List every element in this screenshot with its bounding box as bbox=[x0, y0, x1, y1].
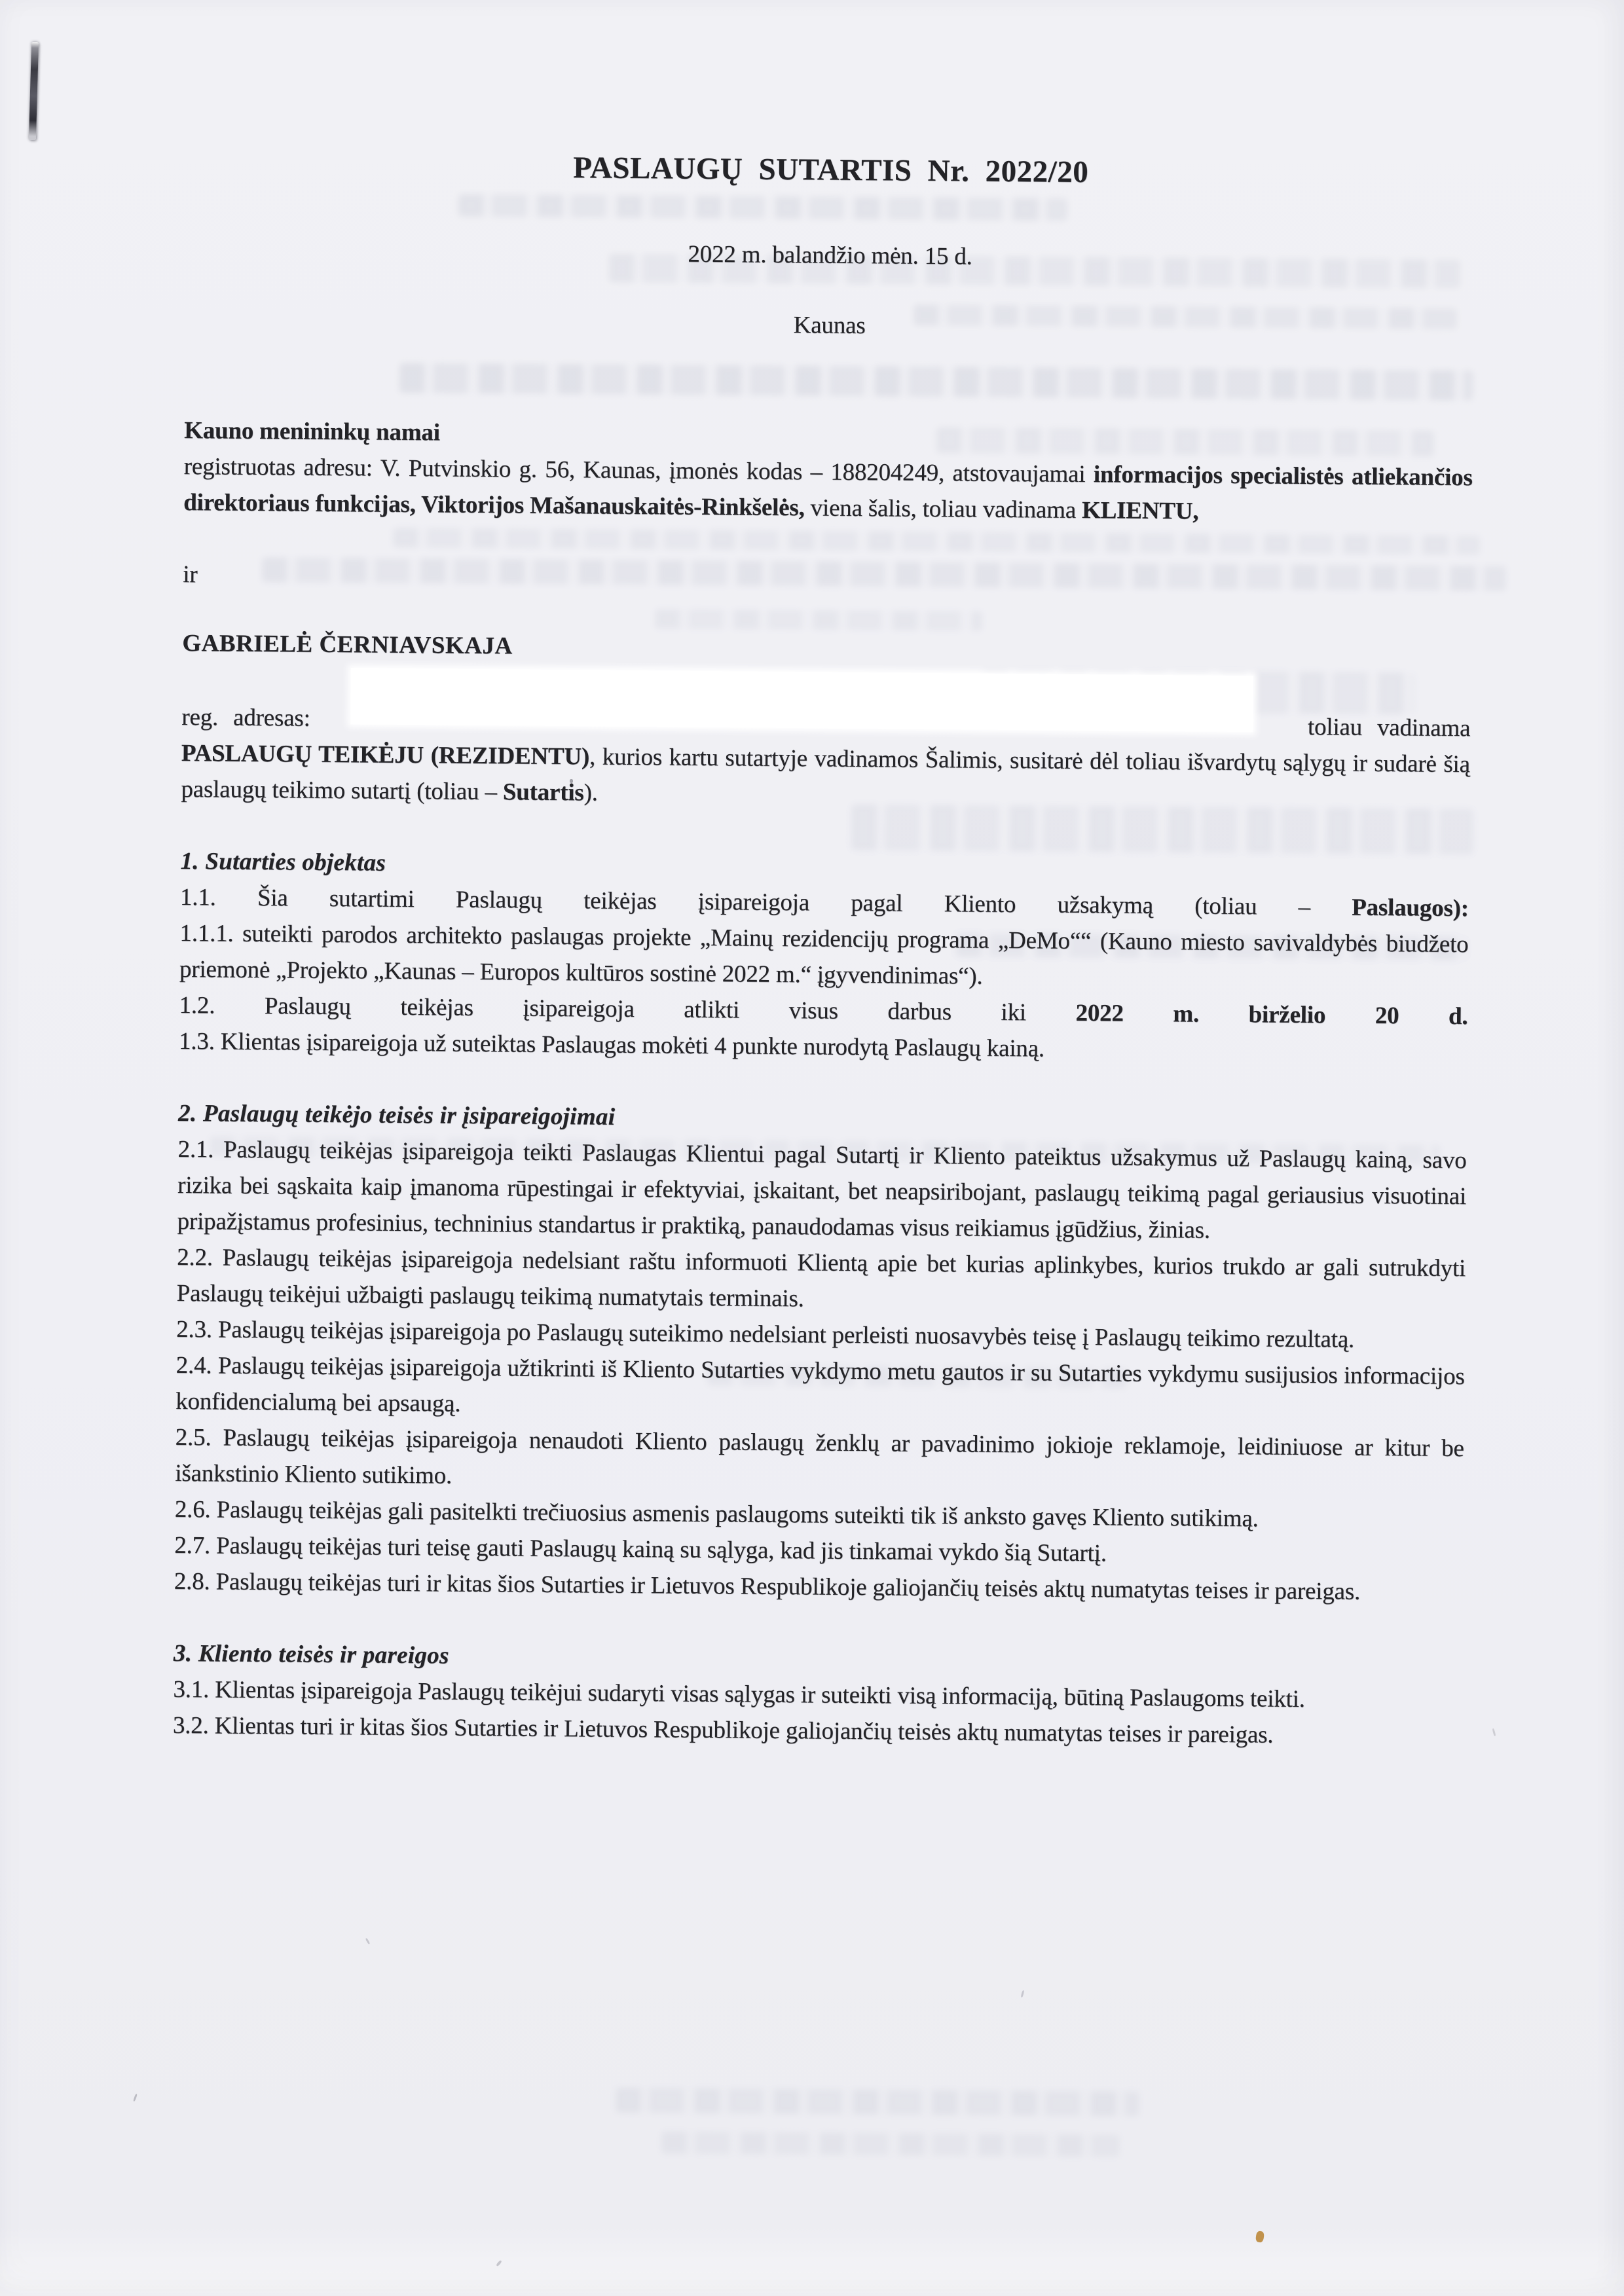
paper-speck bbox=[1492, 1728, 1496, 1736]
section-1 bbox=[179, 843, 1469, 1070]
bleedthrough-mark bbox=[616, 2088, 1139, 2117]
item-3-1: 3.1. Klientas įsipareigoja Paslaugų teikėjui sudaryti visas sąlygas ir suteikti visą informaciją, būtiną Paslaugoms teikti. bbox=[173, 1675, 1306, 1713]
provider-alias-paragraph bbox=[181, 735, 1470, 818]
paper-speck bbox=[496, 2260, 502, 2267]
client-representative-bold: informacijos specialistės atliekančios direktoriaus funkcijas, Viktorijos Mašanauskaitės-Rinkšelės, bbox=[183, 461, 1473, 522]
item-2-2: 2.2. Paslaugų teikėjas įsipareigoja nedelsiant raštu informuoti Klientą apie bet kurias aplinkybes, kurios trukdo ar gali sutrukdyti Paslaugų teikėjui užbaigti paslaugų teikimą numatytais terminais. bbox=[176, 1243, 1466, 1313]
paper-speck bbox=[365, 1938, 371, 1944]
item-2-6: 2.6. Paslaugų teikėjas gali pasitelkti trečiuosius asmenis paslaugoms suteikti tik iš anksto gavęs Kliento sutikimą. bbox=[174, 1495, 1259, 1533]
section-3-heading: 3. Kliento teisės ir pareigos bbox=[173, 1639, 449, 1669]
paper-speck bbox=[1255, 2231, 1264, 2243]
provider-alias: PASLAUGŲ TEIKĖJU (REZIDENTU) bbox=[181, 739, 590, 771]
page-title: PASLAUGŲ SUTARTIS Nr. 2022/20 bbox=[572, 151, 1089, 190]
staple-mark bbox=[29, 42, 39, 140]
item-2-5: 2.5. Paslaugų teikėjas įsipareigoja nenaudoti Kliento paslaugų ženklų ar pavadinimo jokioje reklamoje, leidiniuose ar kitur be išankstinio Kliento sutikimo. bbox=[175, 1423, 1464, 1489]
paper-speck bbox=[1021, 1990, 1025, 1997]
after-redaction-text: toliau vadinama bbox=[1307, 713, 1471, 742]
item-2-8: 2.8. Paslaugų teikėjas turi ir kitas šios Sutarties ir Lietuvos Respublikoje galiojančių teisės aktų numatytas teises ir pareigas. bbox=[174, 1567, 1361, 1605]
item-1-2-deadline-bold: 2022 m. birželio 20 d. bbox=[1075, 999, 1468, 1030]
item-2-3: 2.3. Paslaugų teikėjas įsipareigoja po Paslaugų suteikimo nedelsiant perleisti nuosavybės teisę į Paslaugų teikimo rezultatą. bbox=[176, 1315, 1355, 1353]
section-3 bbox=[173, 1635, 1462, 1755]
paper-speck bbox=[133, 2094, 138, 2102]
bleedthrough-mark bbox=[661, 2132, 1120, 2157]
provider-closing: ). bbox=[583, 779, 598, 807]
provider-name: GABRIELĖ ČERNIAVSKAJA bbox=[182, 629, 513, 660]
client-alias: KLIENTU, bbox=[1081, 496, 1199, 525]
contract-city: Kaunas bbox=[793, 312, 866, 340]
item-1-3: 1.3. Klientas įsipareigoja už suteiktas Paslaugas mokėti 4 punkte nurodytą Paslaugų kainą. bbox=[178, 1027, 1045, 1063]
redaction-box bbox=[350, 668, 1253, 732]
client-intro-tail: viena šalis, toliau vadinama bbox=[804, 494, 1082, 524]
provider-alias-tail: , kurios kartu sutartyje vadinamos Šalimis, susitarė dėl toliau išvardytų sąlygų ir sudarė šią paslaugų teikimo sutartį (toliau – bbox=[181, 743, 1471, 806]
item-2-7: 2.7. Paslaugų teikėjas turi teisę gauti Paslaugų kainą su sąlyga, kad jis tinkamai vykdo šią Sutartį. bbox=[174, 1531, 1107, 1567]
contract-text-block bbox=[173, 145, 1475, 1755]
item-2-1: 2.1. Paslaugų teikėjas įsipareigoja teikti Paslaugas Klientui pagal Sutartį ir Kliento pateiktus užsakymus už Paslaugų kainą, savo rizika bei sąskaita kaip įmanoma rūpestingai ir efektyviai, įskaitant, bet neapsiribojant, paslaugų teikimą pagal geriausius visuotinai pripažįstamus profesinius, techninius standartus ir praktiką, panaudodamas visus reikiamus įgūdžius, žinias. bbox=[177, 1135, 1467, 1244]
client-name: Kauno menininkų namai bbox=[184, 416, 440, 446]
section-2 bbox=[174, 1095, 1467, 1611]
section-1-heading: 1. Sutarties objektas bbox=[180, 847, 386, 877]
item-2-4: 2.4. Paslaugų teikėjas įsipareigoja užtikrinti iš Kliento Sutarties vykdymo metu gautos ir su Sutarties vykdymu susijusios informacijos konfidencialumą bei apsaugą. bbox=[175, 1351, 1465, 1417]
item-1-2-text: 1.2. Paslaugų teikėjas įsipareigoja atlikti visus darbus iki bbox=[179, 991, 1076, 1027]
contract-term-bold: Sutartis bbox=[502, 778, 584, 807]
client-intro-paragraph bbox=[183, 448, 1473, 532]
item-3-2: 3.2. Klientas turi ir kitas šios Sutarties ir Lietuvos Respublikoje galiojančių teisės aktų numatytas teises ir pareigas. bbox=[172, 1711, 1274, 1749]
item-1-1-1: 1.1.1. suteikti parodos architekto paslaugas projekte „Mainų rezidencijų programa „DeMo““ (Kauno miesto savivaldybės biudžeto priemonė „Projekto „Kaunas – Europos kultūros sostinė 2022 m.“ įgyvendinimas“). bbox=[179, 919, 1469, 990]
item-1-1-bold: Paslaugos): bbox=[1352, 894, 1469, 922]
section-2-heading: 2. Paslaugų teikėjo teisės ir įsipareigojimai bbox=[177, 1099, 616, 1131]
contract-date: 2022 m. balandžio mėn. 15 d. bbox=[688, 240, 972, 270]
address-label: reg. adresas: bbox=[181, 703, 310, 732]
connector-ir: ir bbox=[183, 560, 198, 589]
client-intro-regular: registruotas adresu: V. Putvinskio g. 56, Kaunas, įmonės kodas – 188204249, atstovaujamai bbox=[183, 452, 1094, 488]
item-1-1-text: 1.1. Šia sutartimi Paslaugų teikėjas įsipareigoja pagal Kliento užsakymą (toliau – bbox=[179, 883, 1352, 921]
